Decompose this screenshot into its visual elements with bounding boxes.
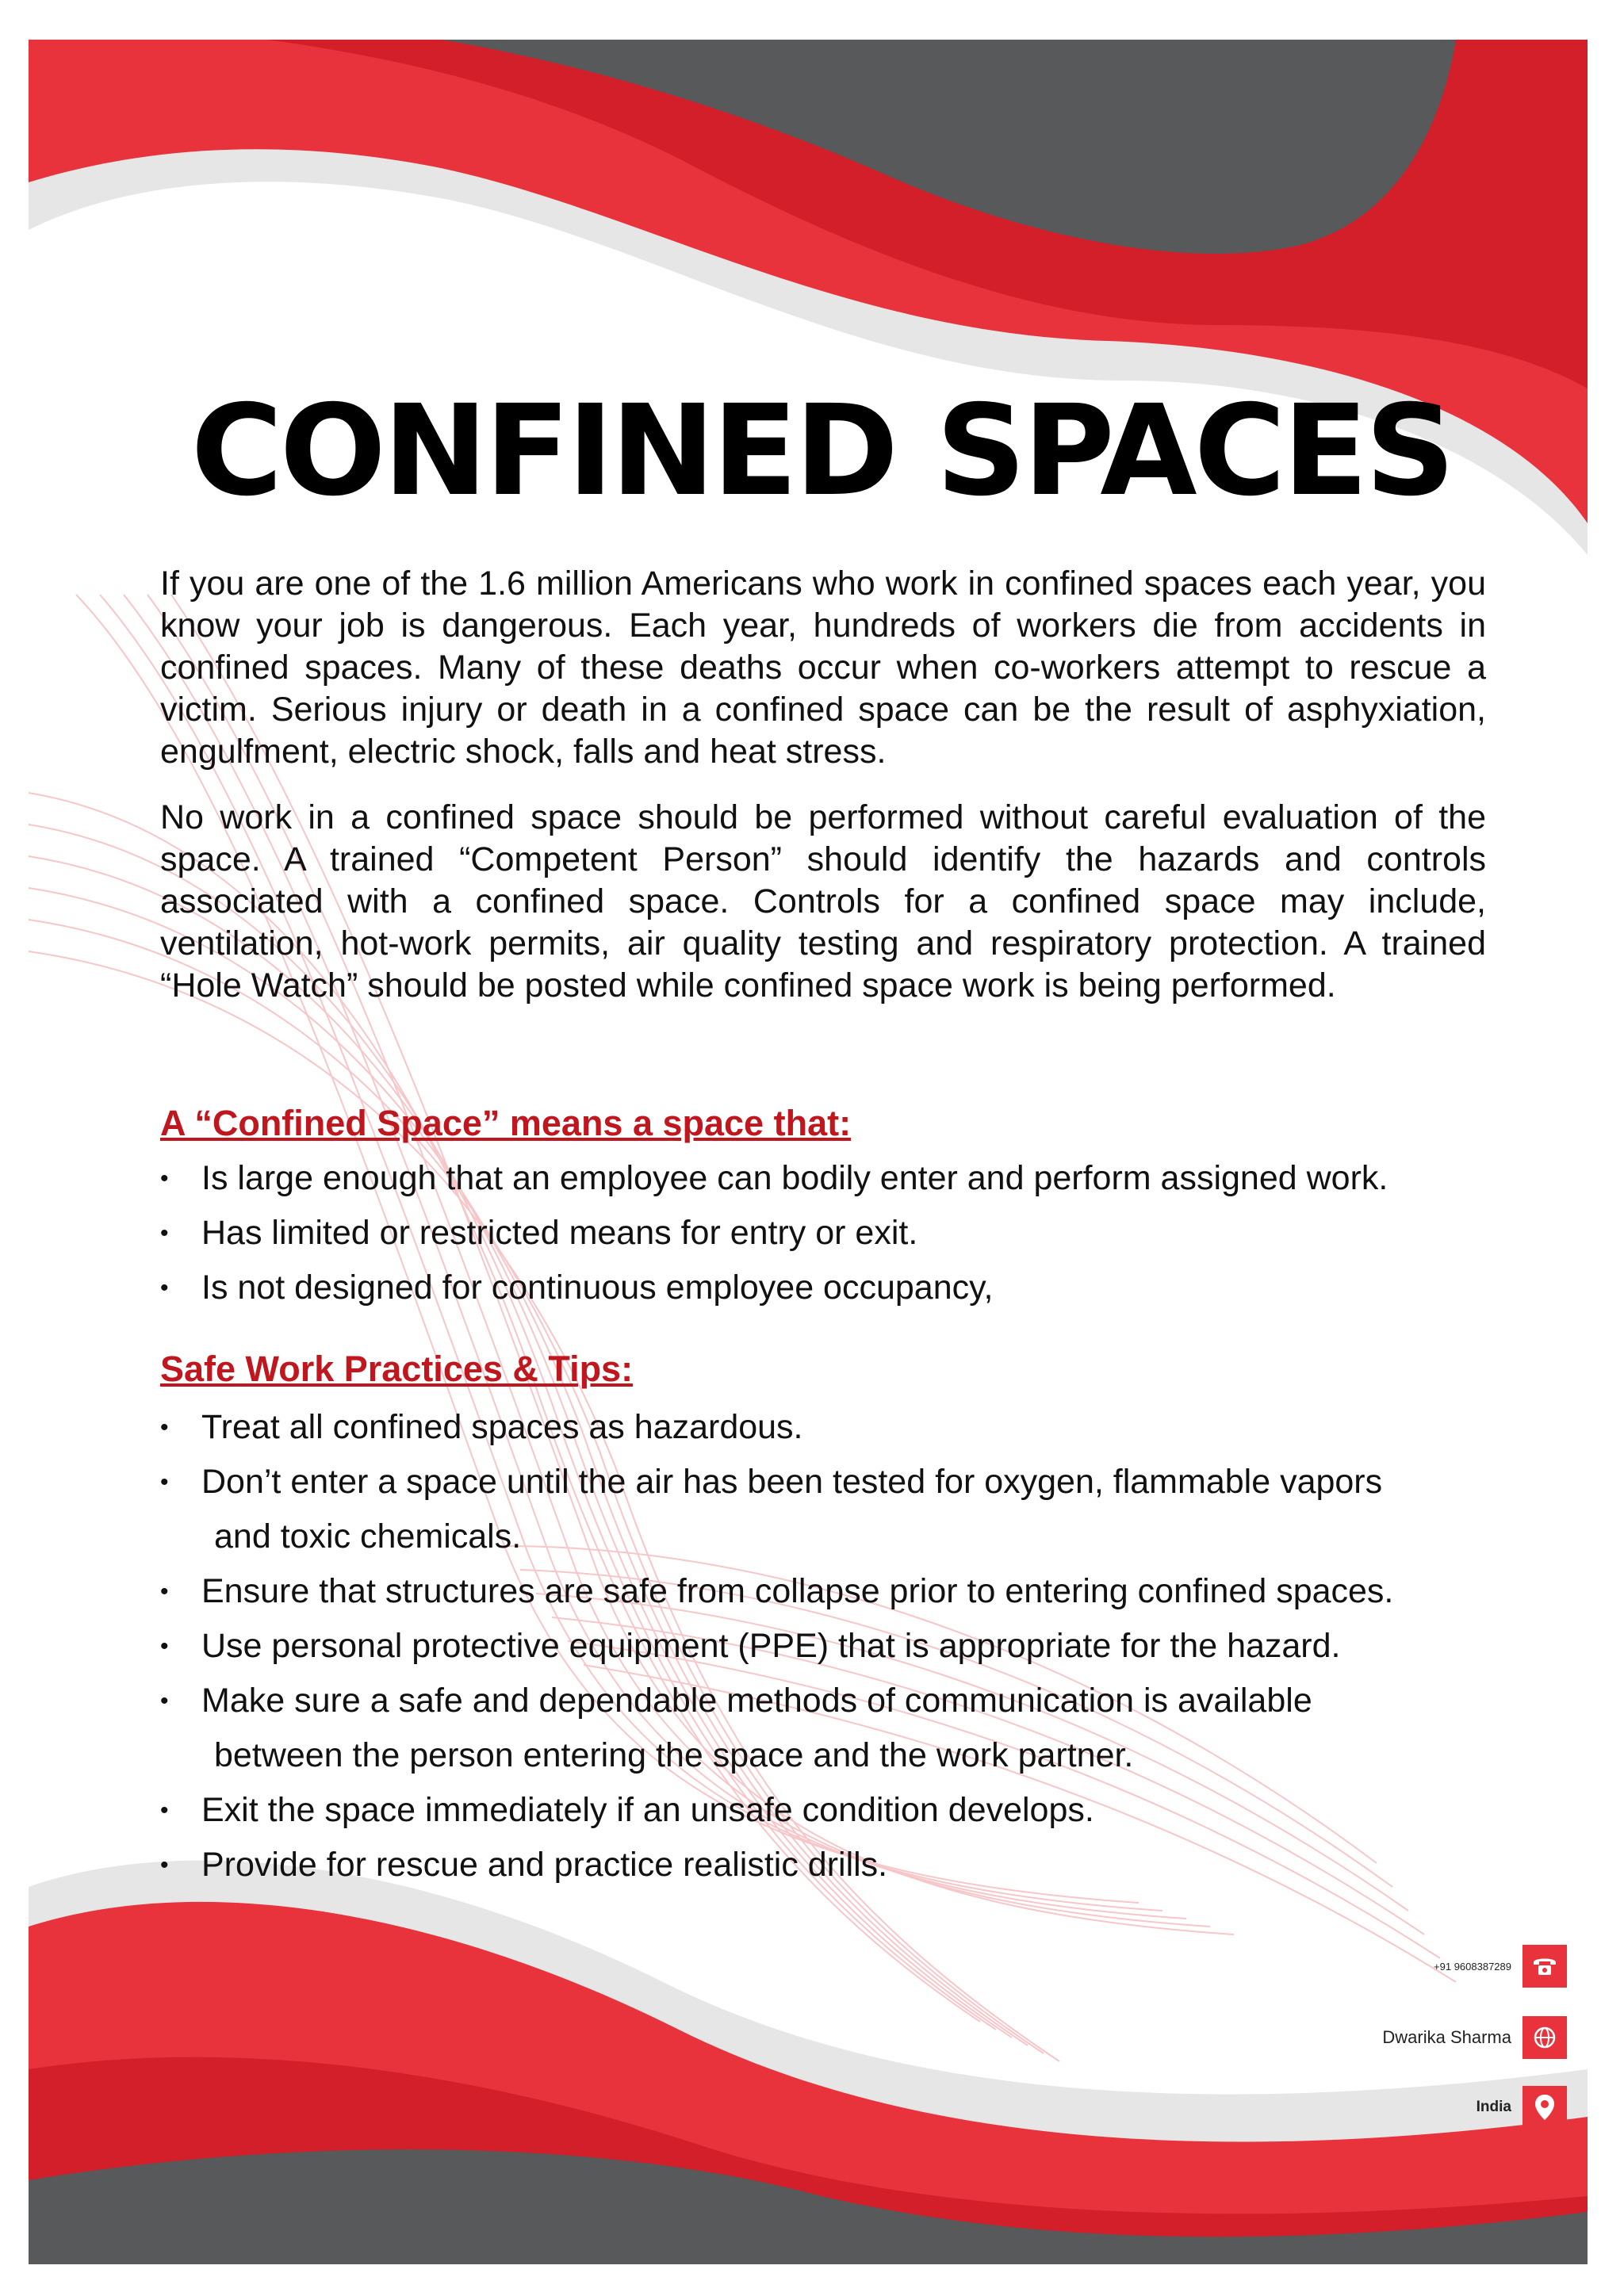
- contact-phone-row: [1434, 1945, 1567, 1988]
- contact-block: [1091, 1945, 1567, 2135]
- bullet-icon: •: [160, 1633, 169, 1659]
- bullet-icon: •: [160, 1165, 169, 1192]
- list-item: • Is not designed for continuous employee occupancy,: [160, 1261, 1486, 1315]
- phone-icon: [1522, 1945, 1567, 1988]
- bullet-icon: •: [160, 1688, 169, 1714]
- list-item: • Exit the space immediately if an unsafe condition develops.: [160, 1783, 1486, 1838]
- evaluation-paragraph: No work in a confined space should be performed without careful evaluation of the space. A trained “Competent Person” should identify the hazards and controls associated with a confined space. Controls for a confined space may include, ventilation, hot-work permits, air quality testing and respiratory protection. A trained “Hole Watch” should be posted while confined space work is being performed.: [160, 798, 1486, 1004]
- definition-heading: A “Confined Space” means a space that:: [160, 1103, 852, 1143]
- intro-paragraph: If you are one of the 1.6 million Americans who work in confined spaces each year, you know your job is dangerous. Each year, hundreds of workers die from accidents in confined spaces. Many of these deaths occur when co-workers attempt to rescue a victim. Serious injury or death in a confined space can be the result of asphyxiation, engulfment, electric shock, falls and heat stress.: [160, 564, 1486, 771]
- web-icon: [1522, 2016, 1567, 2059]
- bullet-icon: •: [160, 1469, 169, 1495]
- page-title: CONFINED SPACES: [190, 378, 1453, 524]
- list-item: • Make sure a safe and dependable methods of communication is available between the person entering the space and the work partner.: [160, 1674, 1486, 1783]
- contact-location-row: [1477, 2086, 1567, 2129]
- bullet-icon: •: [160, 1414, 169, 1441]
- list-item: • Don’t enter a space until the air has been tested for oxygen, flammable vapors and toxic chemicals.: [160, 1455, 1486, 1564]
- list-item: • Is large enough that an employee can bodily enter and perform assigned work.: [160, 1151, 1486, 1206]
- tips-heading: Safe Work Practices & Tips:: [160, 1349, 634, 1389]
- list-item: • Provide for rescue and practice realistic drills.: [160, 1838, 1486, 1892]
- bullet-icon: •: [160, 1220, 169, 1246]
- contact-name-row: [1382, 2016, 1567, 2059]
- definition-list: [160, 1151, 1486, 1315]
- bullet-icon: •: [160, 1275, 169, 1301]
- list-item: • Treat all confined spaces as hazardous.: [160, 1400, 1486, 1455]
- bullet-icon: •: [160, 1578, 169, 1605]
- bullet-icon: •: [160, 1797, 169, 1823]
- contact-location: India: [1476, 2099, 1511, 2115]
- phone-number: +91 9608387289: [1434, 1960, 1511, 1973]
- list-item: • Ensure that structures are safe from collapse prior to entering confined spaces.: [160, 1564, 1486, 1619]
- bullet-icon: •: [160, 1852, 169, 1878]
- list-item: • Use personal protective equipment (PPE) that is appropriate for the hazard.: [160, 1619, 1486, 1674]
- poster: [29, 40, 1588, 2264]
- tips-list: [160, 1400, 1486, 1892]
- contact-name: Dwarika Sharma: [1382, 2027, 1511, 2047]
- location-pin-icon: [1522, 2086, 1567, 2129]
- list-item: • Has limited or restricted means for entry or exit.: [160, 1206, 1486, 1261]
